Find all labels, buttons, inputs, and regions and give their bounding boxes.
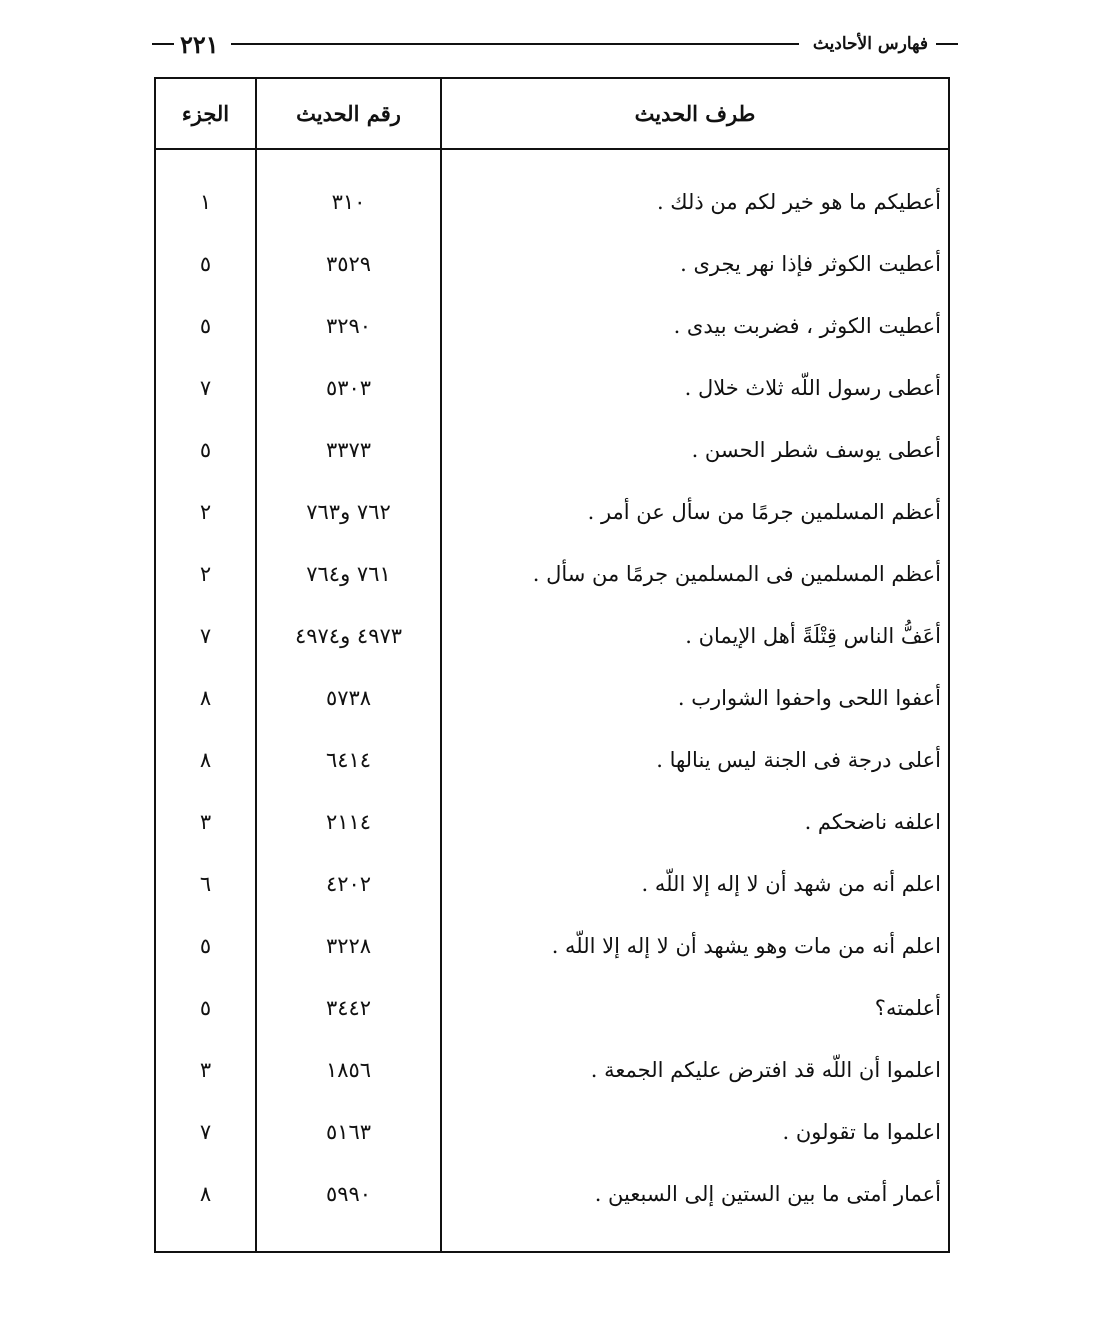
running-head [152, 28, 958, 60]
cell-number: ٧٦١ و٧٦٤ [306, 562, 391, 586]
cell-part: ٥ [199, 934, 212, 958]
table-row [156, 295, 948, 357]
cell-text: أعلمته؟ [874, 996, 941, 1020]
cell-number: ٧٦٢ و٧٦٣ [306, 500, 391, 524]
cell-text: أعطى يوسف شطر الحسن . [691, 438, 941, 462]
table-row [156, 481, 948, 543]
cell-number: ٣١٠ [331, 190, 366, 214]
running-head-dash [936, 43, 958, 45]
table-row [156, 791, 948, 853]
cell-number: ٥٩٩٠ [325, 1182, 372, 1206]
cell-text: اعلم أنه من مات وهو يشهد أن لا إله إلا اللّه . [551, 934, 941, 958]
cell-text: أعمار أمتى ما بين الستين إلى السبعين . [594, 1182, 941, 1206]
table-row [156, 853, 948, 915]
hadith-index-table [154, 77, 950, 1253]
table-row [156, 357, 948, 419]
table-row [156, 667, 948, 729]
cell-number: ٣٤٤٢ [325, 996, 372, 1020]
table-row [156, 1101, 948, 1163]
table-row [156, 605, 948, 667]
cell-part: ٦ [199, 872, 212, 896]
cell-part: ٨ [199, 748, 212, 772]
table-row [156, 233, 948, 295]
cell-part: ٥ [199, 314, 212, 338]
cell-text: أعلى درجة فى الجنة ليس ينالها . [656, 748, 941, 772]
cell-part: ٧ [199, 624, 212, 648]
cell-number: ١٨٥٦ [325, 1058, 372, 1082]
cell-number: ٣٣٧٣ [325, 438, 372, 462]
running-head-dash [152, 43, 174, 45]
table-row [156, 171, 948, 233]
cell-part: ٧ [199, 1120, 212, 1144]
table-row [156, 543, 948, 605]
cell-number: ٦٤١٤ [325, 748, 372, 772]
cell-part: ٣ [199, 810, 212, 834]
table-row [156, 1163, 948, 1225]
running-head-rule [231, 43, 799, 45]
cell-part: ٨ [199, 1182, 212, 1206]
table-row [156, 729, 948, 791]
cell-number: ٤٢٠٢ [325, 872, 372, 896]
header-number: رقم الحديث [296, 101, 401, 126]
page-number: ٢٢١ [180, 29, 219, 59]
cell-text: أعَفُّ الناس قِتْلَةً أهل الإيمان . [685, 624, 941, 648]
cell-text: أعطيت الكوثر ، فضربت بيدى . [673, 314, 941, 338]
cell-number: ٣٥٢٩ [325, 252, 372, 276]
cell-part: ٣ [199, 1058, 212, 1082]
cell-number: ٤٩٧٣ و٤٩٧٤ [294, 624, 403, 648]
cell-number: ٥٣٠٣ [325, 376, 372, 400]
cell-text: اعلموا أن اللّه قد افترض عليكم الجمعة . [590, 1058, 941, 1082]
cell-part: ٢ [199, 562, 212, 586]
table-row [156, 915, 948, 977]
cell-text: أعطيت الكوثر فإذا نهر يجرى . [680, 252, 941, 276]
header-part: الجزء [181, 101, 230, 126]
table-row [156, 977, 948, 1039]
cell-number: ٥١٦٣ [325, 1120, 372, 1144]
header-text: طرف الحديث [634, 101, 756, 126]
cell-part: ٨ [199, 686, 212, 710]
cell-text: اعلموا ما تقولون . [782, 1120, 941, 1144]
cell-part: ٥ [199, 996, 212, 1020]
cell-number: ٢١١٤ [325, 810, 372, 834]
cell-number: ٣٢٢٨ [325, 934, 372, 958]
cell-text: أعطى رسول اللّه ثلاث خلال . [684, 376, 941, 400]
cell-part: ٥ [199, 252, 212, 276]
table-row [156, 419, 948, 481]
cell-part: ١ [199, 190, 212, 214]
running-head-title: فهارس الأحاديث [812, 34, 928, 54]
cell-text: أعطيكم ما هو خير لكم من ذلك . [656, 190, 941, 214]
cell-text: أعظم المسلمين فى المسلمين جرمًا من سأل . [532, 562, 941, 586]
cell-text: أعفوا اللحى واحفوا الشوارب . [677, 686, 941, 710]
header-divider [156, 148, 948, 150]
table-body [156, 171, 948, 1225]
cell-part: ٥ [199, 438, 212, 462]
cell-part: ٢ [199, 500, 212, 524]
cell-text: أعظم المسلمين جرمًا من سأل عن أمر . [587, 500, 941, 524]
cell-part: ٧ [199, 376, 212, 400]
cell-number: ٥٧٣٨ [325, 686, 372, 710]
table-row [156, 1039, 948, 1101]
cell-text: اعلم أنه من شهد أن لا إله إلا اللّه . [641, 872, 941, 896]
cell-number: ٣٢٩٠ [325, 314, 372, 338]
cell-text: اعلفه ناضحكم . [804, 810, 941, 834]
